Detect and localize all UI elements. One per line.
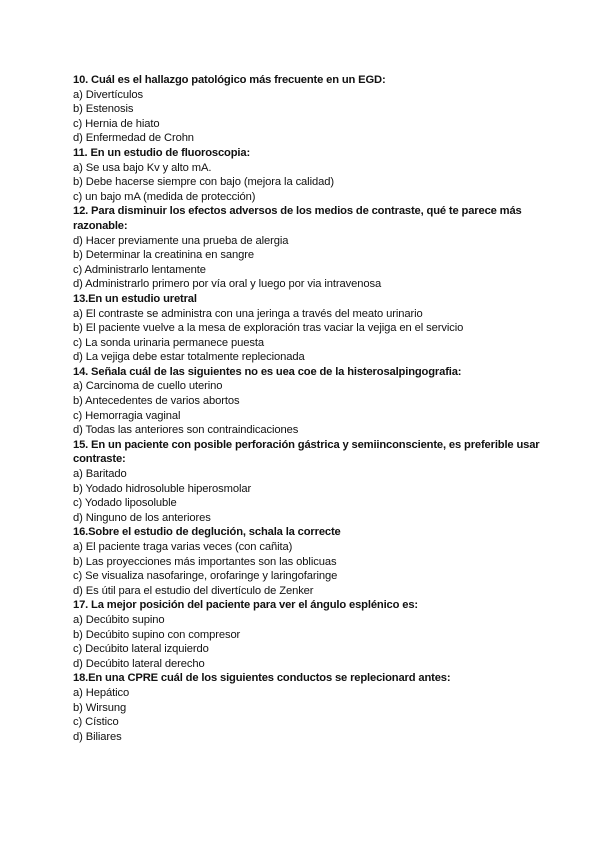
- answer-option: b) Las proyecciones más importantes son las oblicuas: [73, 555, 337, 568]
- answer-option: b) Debe hacerse siempre con bajo (mejora la calidad): [73, 176, 334, 189]
- question-title: 12. Para disminuir los efectos adversos de los medios de contraste, qué te parece más razonable:: [73, 205, 522, 232]
- answer-option: c) Cístico: [73, 716, 119, 729]
- answer-option: a) Hepático: [73, 686, 130, 699]
- answer-option: c) La sonda urinaria permanece puesta: [73, 336, 264, 349]
- answer-option: b) Decúbito supino con compresor: [73, 628, 241, 641]
- answer-option: c) Yodado liposoluble: [73, 497, 177, 510]
- answer-option: b) El paciente vuelve a la mesa de exploración tras vaciar la vejiga en el servicio: [73, 322, 464, 335]
- answer-option: c) Administrarlo lentamente: [73, 263, 206, 276]
- question-11: [73, 146, 553, 204]
- answer-option: a) Decúbito supino: [73, 613, 165, 626]
- answer-option: d) Decúbito lateral derecho: [73, 657, 205, 670]
- answer-option: c) Se visualiza nasofaringe, orofaringe y laringofaringe: [73, 570, 338, 583]
- question-title: 17. La mejor posición del paciente para ver el ángulo esplénico es:: [73, 599, 418, 612]
- answer-option: d) La vejiga debe estar totalmente replecionada: [73, 351, 305, 364]
- answer-option: a) Se usa bajo Kv y alto mA.: [73, 161, 212, 174]
- answer-option: d) Biliares: [73, 730, 122, 743]
- question-title: 14. Señala cuál de las siguientes no es uea coe de la histerosalpingografia:: [73, 365, 462, 378]
- question-12: [73, 204, 553, 292]
- answer-option: c) Decúbito lateral izquierdo: [73, 643, 209, 656]
- answer-option: b) Antecedentes de varios abortos: [73, 395, 240, 408]
- answer-option: b) Estenosis: [73, 103, 134, 116]
- answer-option: a) Carcinoma de cuello uterino: [73, 380, 223, 393]
- question-18: [73, 671, 553, 744]
- answer-option: d) Administrarlo primero por vía oral y luego por via intravenosa: [73, 278, 382, 291]
- answer-option: a) El paciente traga varias veces (con cañita): [73, 541, 293, 553]
- answer-option: d) Es útil para el estudio del divertículo de Zenker: [73, 584, 314, 597]
- answer-option: d) Todas las anteriores son contraindicaciones: [73, 424, 299, 437]
- question-14: [73, 365, 553, 438]
- question-15: [73, 438, 553, 526]
- answer-option: c) Hemorragia vaginal: [73, 409, 181, 422]
- question-10: [73, 73, 553, 146]
- answer-option: a) Divertículos: [73, 88, 143, 101]
- question-title: 13.En un estudio uretral: [73, 292, 197, 305]
- answer-option: b) Determinar la creatinina en sangre: [73, 249, 254, 262]
- answer-option: b) Wirsung: [73, 701, 127, 714]
- answer-option: a) El contraste se administra con una jeringa a través del meato urinario: [73, 307, 423, 320]
- question-title: 16.Sobre el estudio de deglución, schala la correcte: [73, 526, 341, 539]
- answer-option: c) un bajo mA (medida de protección): [73, 190, 256, 203]
- question-17: [73, 598, 553, 671]
- question-title: 11. En un estudio de fluoroscopia:: [73, 146, 251, 159]
- question-title: 15. En un paciente con posible perforación gástrica y semiinconsciente, es preferible usar contraste:: [73, 438, 540, 466]
- question-title: 10. Cuál es el hallazgo patológico más frecuente en un EGD:: [73, 74, 386, 86]
- answer-option: d) Enfermedad de Crohn: [73, 132, 194, 145]
- answer-option: a) Baritado: [73, 468, 127, 481]
- answer-option: b) Yodado hidrosoluble hiperosmolar: [73, 482, 252, 495]
- document-page: [73, 73, 553, 744]
- question-title: 18.En una CPRE cuál de los siguientes conductos se replecionard antes:: [73, 672, 451, 685]
- answer-option: d) Ninguno de los anteriores: [73, 511, 211, 524]
- answer-option: d) Hacer previamente una prueba de alergia: [73, 234, 289, 247]
- answer-option: c) Hernia de hiato: [73, 117, 160, 130]
- question-13: [73, 292, 553, 365]
- question-16: [73, 525, 553, 598]
